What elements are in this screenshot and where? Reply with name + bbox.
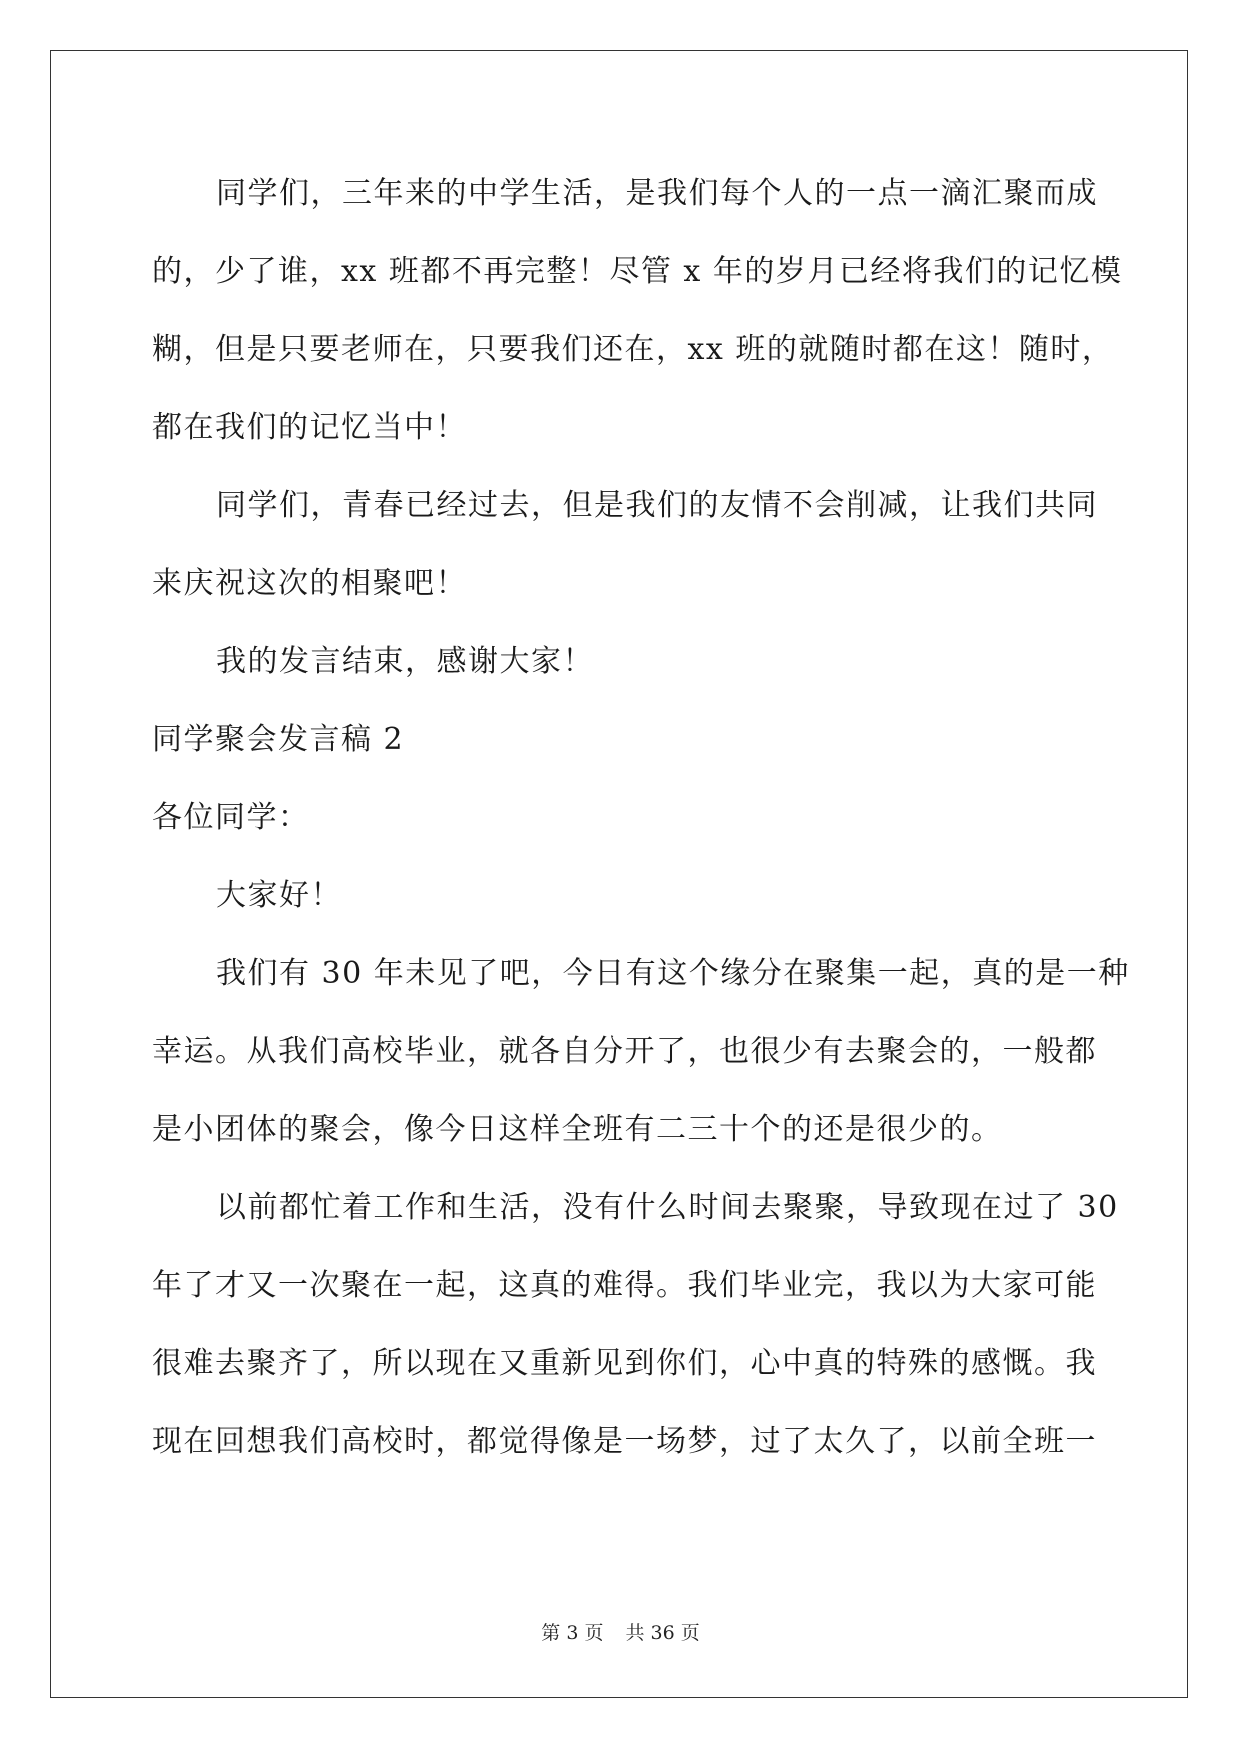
paragraph-line: 同学们，青春已经过去，但是我们的友情不会削减，让我们共同 [216, 488, 1098, 523]
paragraph-line: 年了才又一次聚在一起，这真的难得。我们毕业完，我以为大家可能 [152, 1268, 1097, 1303]
paragraph-line: 都在我们的记忆当中！ [152, 410, 467, 445]
paragraph-line: 糊，但是只要老师在，只要我们还在，xx 班的就随时都在这！随时， [152, 332, 1114, 367]
salutation: 各位同学： [152, 800, 310, 835]
page-footer [0, 1618, 1241, 1645]
greeting: 大家好！ [216, 878, 342, 913]
paragraph-line: 的，少了谁，xx 班都不再完整！尽管 x 年的岁月已经将我们的记忆模 [152, 254, 1123, 289]
paragraph-line: 我的发言结束，感谢大家！ [216, 644, 594, 679]
paragraph-line: 幸运。从我们高校毕业，就各自分开了，也很少有去聚会的，一般都 [152, 1034, 1097, 1069]
page-total: 共 36 页 [625, 1622, 700, 1644]
page-number: 第 3 页 [541, 1622, 604, 1644]
section-title: 同学聚会发言稿 2 [152, 722, 405, 757]
paragraph-line: 是小团体的聚会，像今日这样全班有二三十个的还是很少的。 [152, 1112, 1003, 1147]
paragraph-line: 同学们，三年来的中学生活，是我们每个人的一点一滴汇聚而成 [216, 176, 1098, 211]
paragraph-line: 来庆祝这次的相聚吧！ [152, 566, 467, 601]
paragraph-line: 现在回想我们高校时，都觉得像是一场梦，过了太久了，以前全班一 [152, 1424, 1097, 1459]
paragraph-line: 很难去聚齐了，所以现在又重新见到你们，心中真的特殊的感慨。我 [152, 1346, 1097, 1381]
paragraph-line: 我们有 30 年未见了吧，今日有这个缘分在聚集一起，真的是一种 [216, 956, 1130, 991]
document-body [152, 155, 1130, 1481]
paragraph-line: 以前都忙着工作和生活，没有什么时间去聚聚，导致现在过了 30 [216, 1190, 1119, 1225]
